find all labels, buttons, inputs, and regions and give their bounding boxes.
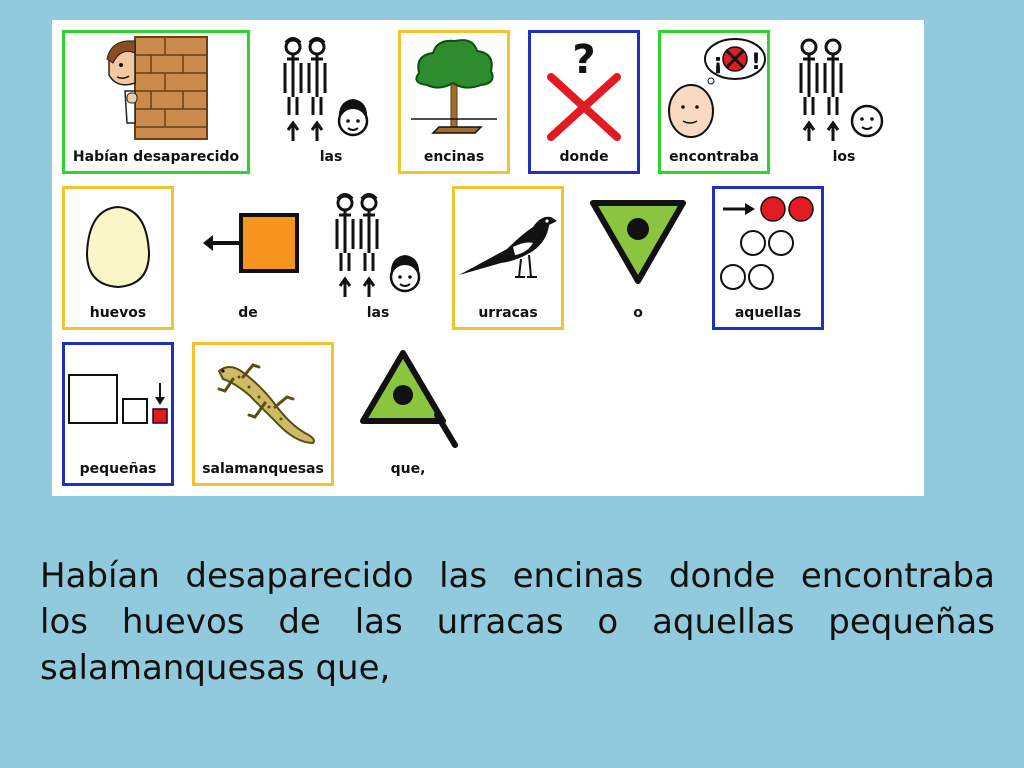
pictogram-encinas — [398, 30, 510, 174]
pictogram-huevos — [62, 186, 174, 330]
where-question-icon — [531, 33, 637, 145]
svg-text:!: ! — [751, 50, 762, 75]
from-square-arrow-icon — [195, 189, 301, 301]
sentence-line-2 — [40, 599, 995, 645]
sentence-word: donde — [668, 556, 776, 596]
pictogram-label: las — [366, 305, 390, 321]
that-triangle-icon — [355, 345, 461, 457]
pictogram-label: huevos — [89, 305, 147, 321]
pictogram-encontraba — [658, 30, 770, 174]
male-plural-article-icon — [791, 33, 897, 145]
small-squares-icon — [65, 345, 171, 457]
pictogram-label: de — [238, 305, 258, 321]
sentence-line-1 — [40, 553, 995, 599]
sentence-word: las — [354, 602, 403, 642]
sentence-word: los — [40, 602, 88, 642]
pictogram-los — [788, 30, 900, 174]
sentence-word: o — [597, 602, 619, 642]
pictogram-label: encontraba — [669, 149, 759, 165]
sentence-word: desaparecido — [185, 556, 414, 596]
sentence-word: las — [439, 556, 488, 596]
pictogram-las — [270, 30, 392, 174]
sentence-word: Habían — [40, 556, 160, 596]
pictogram-de — [192, 186, 304, 330]
magpie-icon — [455, 189, 561, 301]
female-plural-article-icon — [325, 189, 431, 301]
pictogram-habian-desaparecido — [62, 30, 250, 174]
pictogram-label: Habían desaparecido — [72, 149, 240, 165]
or-triangle-icon — [585, 189, 691, 301]
pictogram-label: urracas — [478, 305, 538, 321]
pictogram-label: salamanquesas — [202, 461, 324, 477]
pictogram-label: pequeñas — [79, 461, 157, 477]
sentence-word: pequeñas — [828, 602, 995, 642]
sentence-line-3: salamanquesas que, — [40, 648, 391, 688]
svg-text:¡: ¡ — [713, 50, 724, 75]
pictogram-label: las — [319, 149, 343, 165]
found-thought-icon — [661, 33, 767, 145]
pictogram-las-2 — [322, 186, 434, 330]
sentence-word: huevos — [121, 602, 245, 642]
pictogram-label: o — [633, 305, 643, 321]
egg-icon — [65, 189, 171, 301]
svg-text:?: ? — [572, 37, 596, 83]
gecko-icon — [195, 345, 331, 457]
pictogram-label: encinas — [423, 149, 485, 165]
pictogram-label: donde — [559, 149, 609, 165]
sentence-word: aquellas — [652, 602, 795, 642]
pictogram-board — [52, 20, 924, 496]
pictogram-salamanquesas — [192, 342, 334, 486]
female-plural-article-icon — [273, 33, 389, 145]
those-circles-icon — [715, 189, 821, 301]
sentence-text — [40, 553, 995, 691]
pictogram-label: que, — [390, 461, 426, 477]
sentence-word: encinas — [512, 556, 644, 596]
sentence-word: de — [278, 602, 321, 642]
sentence-word: encontraba — [800, 556, 995, 596]
pictogram-urracas — [452, 186, 564, 330]
pictogram-pequenas — [62, 342, 174, 486]
person-behind-wall-icon — [65, 33, 247, 145]
pictogram-label: los — [832, 149, 856, 165]
pictogram-donde — [528, 30, 640, 174]
pictogram-label: aquellas — [734, 305, 802, 321]
pictogram-o — [582, 186, 694, 330]
pictogram-que — [352, 342, 464, 486]
tree-icon — [401, 33, 507, 145]
pictogram-aquellas — [712, 186, 824, 330]
sentence-word: urracas — [436, 602, 564, 642]
